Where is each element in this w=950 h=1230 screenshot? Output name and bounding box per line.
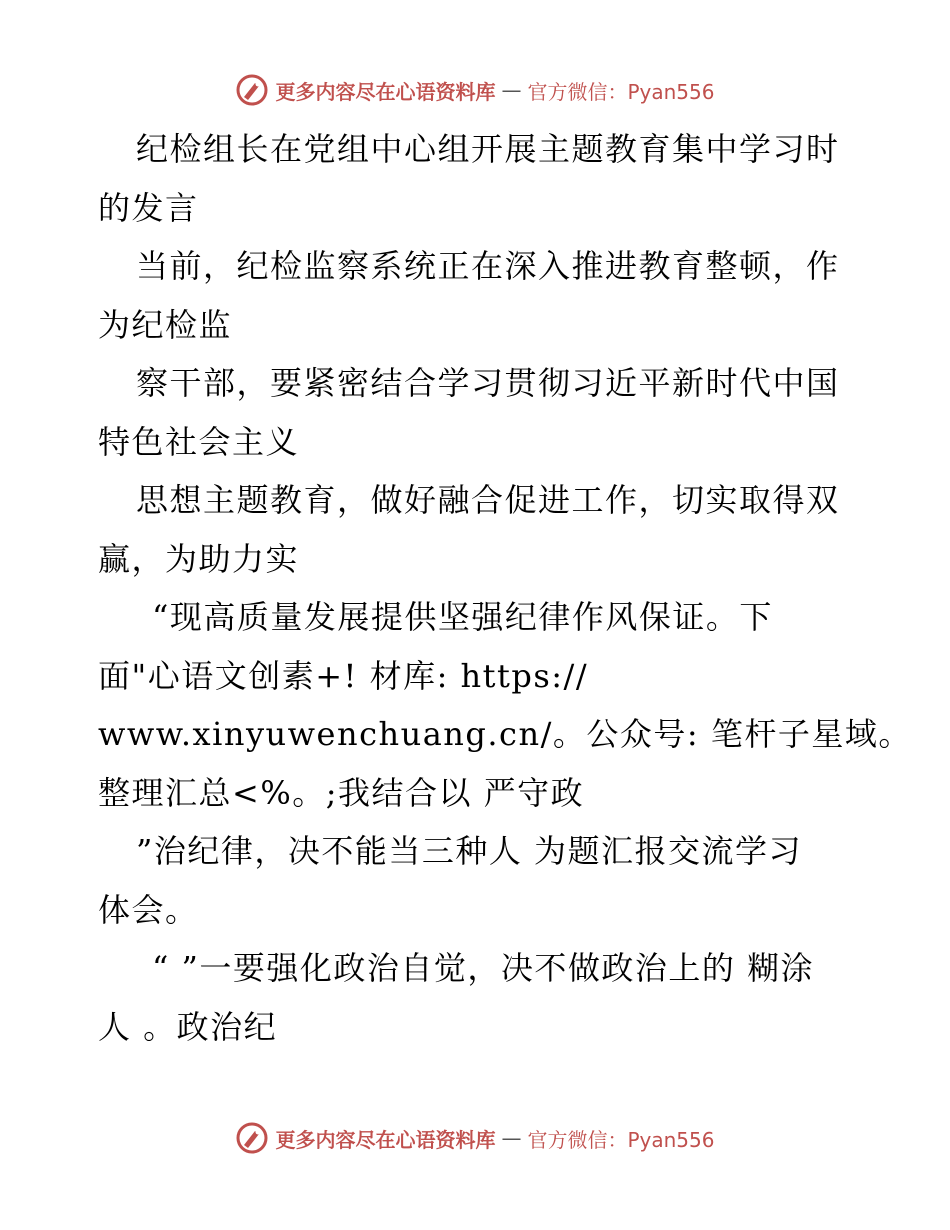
text-line: 特色社会主义 bbox=[98, 422, 300, 461]
text-line: 的发言 bbox=[98, 188, 199, 227]
text-line: 察干部，要紧密结合学习贯彻习近平新时代中国 bbox=[136, 364, 840, 402]
logo-icon bbox=[235, 1121, 269, 1155]
text-line: 纪检组长在党组中心组开展主题教育集中学习时 bbox=[136, 130, 840, 168]
footer-banner bbox=[0, 1118, 950, 1158]
text-line: 面"心语文创素+! 材库: https:// bbox=[98, 656, 589, 695]
banner-text: 更多内容尽在心语资料库 bbox=[275, 79, 496, 104]
banner-separator: — bbox=[501, 78, 522, 102]
text-line: “ ”一要强化政治自觉，决不做政治上的 糊涂 bbox=[152, 949, 815, 987]
header-banner bbox=[0, 70, 950, 110]
banner-separator: — bbox=[501, 1126, 522, 1150]
text-line: 当前，纪检监察系统正在深入推进教育整顿，作 bbox=[136, 247, 840, 285]
banner-wechat: 官方微信：Pyan556 bbox=[527, 1127, 715, 1152]
document-body bbox=[98, 120, 912, 1056]
logo-icon bbox=[235, 73, 269, 107]
banner-wechat: 官方微信：Pyan556 bbox=[527, 79, 715, 104]
text-line: “现高质量发展提供坚强纪律作风保证。下 bbox=[152, 598, 773, 636]
text-line: 人 。政治纪 bbox=[98, 1007, 278, 1046]
banner-text: 更多内容尽在心语资料库 bbox=[275, 1127, 496, 1152]
text-line: 思想主题教育，做好融合促进工作，切实取得双 bbox=[136, 481, 840, 519]
text-line: 为纪检监 bbox=[98, 305, 233, 344]
text-line: ”治纪律，决不能当三种人 为题汇报交流学习 bbox=[136, 832, 803, 870]
text-line: 整理汇总<%。;我结合以 严守政 bbox=[98, 773, 585, 812]
text-line: 体会。 bbox=[98, 890, 199, 929]
text-line: www.xinyuwenchuang.cn/。公众号: 笔杆子星域。 bbox=[98, 715, 912, 753]
text-line: 赢，为助力实 bbox=[98, 539, 300, 578]
